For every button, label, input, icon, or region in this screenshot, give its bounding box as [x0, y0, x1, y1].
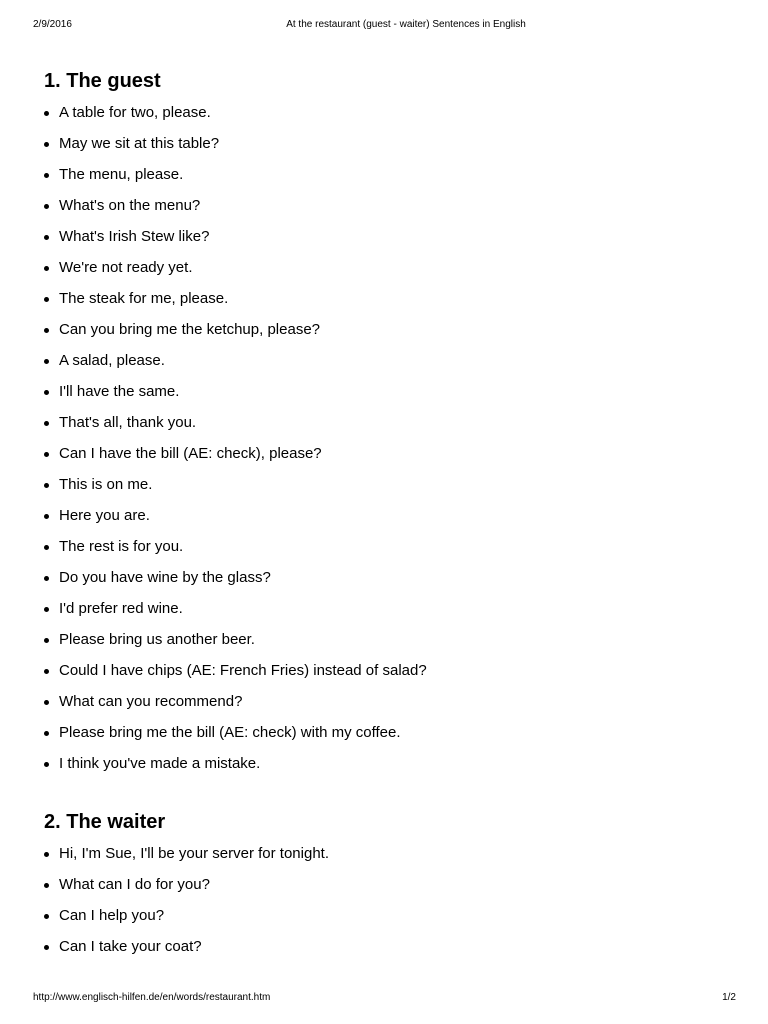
list-item-text: That's all, thank you.	[59, 414, 197, 431]
list-item	[44, 474, 427, 505]
list-item	[44, 691, 427, 722]
bullet-icon	[44, 173, 49, 178]
list-item	[44, 164, 427, 195]
bullet-icon	[44, 669, 49, 674]
bullet-icon	[44, 514, 49, 519]
bullet-icon	[44, 359, 49, 364]
bullet-icon	[44, 731, 49, 736]
bullet-icon	[44, 328, 49, 333]
list-item-text: The menu, please.	[59, 166, 184, 183]
list-item	[44, 843, 329, 874]
print-footer	[0, 991, 768, 1005]
list-item-text: The steak for me, please.	[59, 290, 229, 307]
print-date: 2/9/2016	[33, 19, 72, 30]
list-item	[44, 412, 427, 443]
list-item-text: Do you have wine by the glass?	[59, 569, 271, 586]
print-header	[0, 18, 768, 32]
bullet-icon	[44, 914, 49, 919]
list-item	[44, 381, 427, 412]
list-item	[44, 319, 427, 350]
list-item-text: Please bring us another beer.	[59, 631, 255, 648]
list-item	[44, 660, 427, 691]
bullet-icon	[44, 111, 49, 116]
list-item-text: I'll have the same.	[59, 383, 180, 400]
list-item	[44, 257, 427, 288]
waiter-sentence-list	[44, 843, 329, 967]
bullet-icon	[44, 483, 49, 488]
bullet-icon	[44, 762, 49, 767]
bullet-icon	[44, 607, 49, 612]
bullet-icon	[44, 204, 49, 209]
list-item	[44, 629, 427, 660]
list-item-text: May we sit at this table?	[59, 135, 220, 152]
source-url: http://www.englisch-hilfen.de/en/words/restaurant.htm	[33, 992, 271, 1003]
list-item-text: What's on the menu?	[59, 197, 201, 214]
list-item-text: What can I do for you?	[59, 876, 210, 893]
list-item	[44, 722, 427, 753]
list-item-text: What can you recommend?	[59, 693, 243, 710]
list-item-text: Can I have the bill (AE: check), please?	[59, 445, 322, 462]
bullet-icon	[44, 638, 49, 643]
list-item-text: The rest is for you.	[59, 538, 184, 555]
print-title: At the restaurant (guest - waiter) Sentences in English	[286, 19, 526, 30]
list-item-text: I'd prefer red wine.	[59, 600, 183, 617]
list-item	[44, 443, 427, 474]
list-item-text: I think you've made a mistake.	[59, 755, 261, 772]
list-item-text: This is on me.	[59, 476, 153, 493]
section-heading-waiter: 2. The waiter	[44, 811, 166, 833]
section-heading-guest: 1. The guest	[44, 70, 161, 92]
guest-sentence-list	[44, 102, 427, 784]
list-item	[44, 195, 427, 226]
list-item-text: We're not ready yet.	[59, 259, 193, 276]
bullet-icon	[44, 945, 49, 950]
list-item-text: Can you bring me the ketchup, please?	[59, 321, 320, 338]
list-item-text: Here you are.	[59, 507, 150, 524]
bullet-icon	[44, 142, 49, 147]
list-item-text: Please bring me the bill (AE: check) with my coffee.	[59, 724, 401, 741]
bullet-icon	[44, 452, 49, 457]
page-number: 1/2	[722, 992, 736, 1003]
list-item	[44, 505, 427, 536]
list-item	[44, 936, 329, 967]
list-item-text: A table for two, please.	[59, 104, 211, 121]
list-item-text: A salad, please.	[59, 352, 165, 369]
bullet-icon	[44, 421, 49, 426]
list-item	[44, 226, 427, 257]
list-item	[44, 536, 427, 567]
bullet-icon	[44, 266, 49, 271]
list-item	[44, 753, 427, 784]
bullet-icon	[44, 576, 49, 581]
list-item	[44, 133, 427, 164]
list-item	[44, 874, 329, 905]
bullet-icon	[44, 852, 49, 857]
bullet-icon	[44, 390, 49, 395]
bullet-icon	[44, 235, 49, 240]
bullet-icon	[44, 700, 49, 705]
list-item-text: Can I take your coat?	[59, 938, 202, 955]
list-item	[44, 288, 427, 319]
list-item	[44, 567, 427, 598]
list-item-text: Could I have chips (AE: French Fries) instead of salad?	[59, 662, 427, 679]
bullet-icon	[44, 545, 49, 550]
bullet-icon	[44, 297, 49, 302]
bullet-icon	[44, 883, 49, 888]
list-item-text: Hi, I'm Sue, I'll be your server for tonight.	[59, 845, 329, 862]
list-item	[44, 598, 427, 629]
list-item-text: Can I help you?	[59, 907, 165, 924]
list-item-text: What's Irish Stew like?	[59, 228, 210, 245]
list-item	[44, 905, 329, 936]
list-item	[44, 102, 427, 133]
list-item	[44, 350, 427, 381]
